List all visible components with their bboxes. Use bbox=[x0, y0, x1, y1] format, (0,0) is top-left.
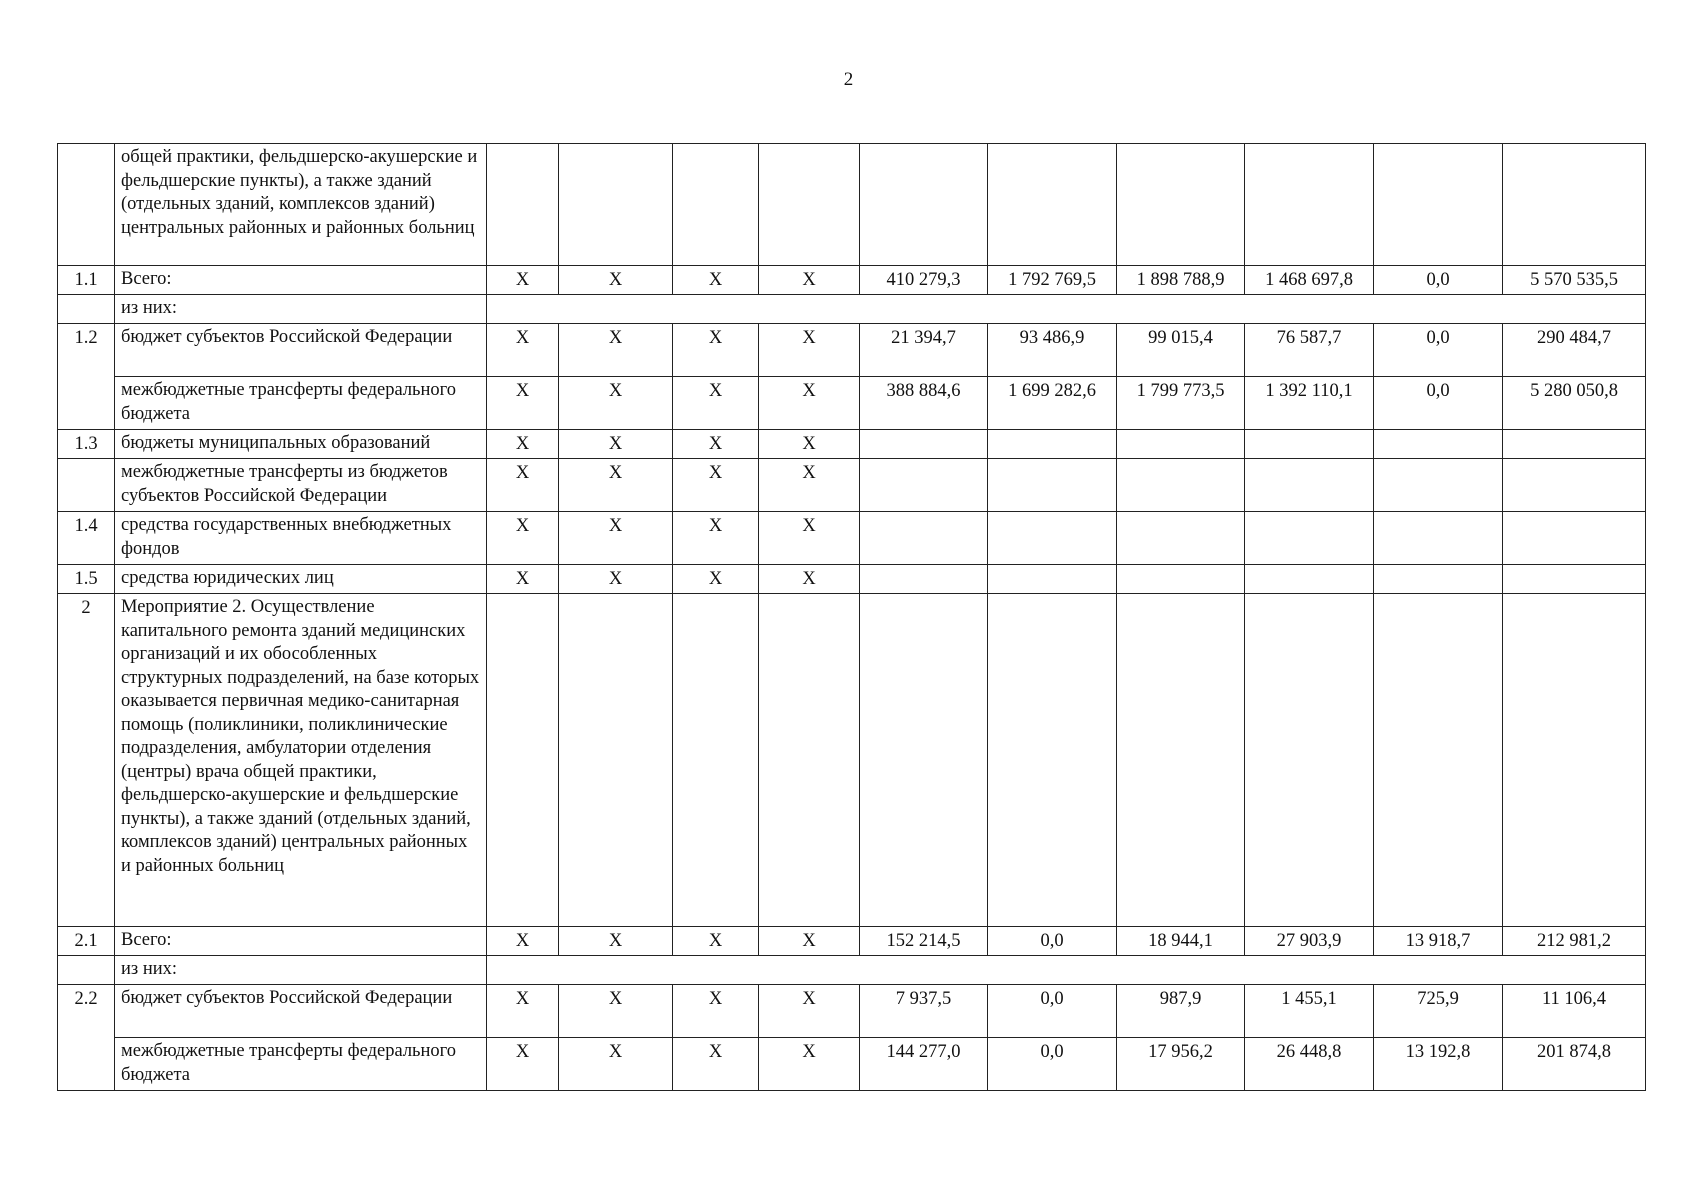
value-cell bbox=[1245, 144, 1374, 266]
row-number bbox=[58, 295, 115, 324]
table-row bbox=[58, 459, 1646, 512]
value-cell: 1 455,1 bbox=[1245, 985, 1374, 1038]
row-label: Мероприятие 2. Осуществление капитального ремонта зданий медицинских организаций и их обособленных структурных подразделений, на базе которых оказывается первичная медико-санитарная помощь (поликлиники, поликлинические подразделения, амбулатории отделения (центры) врача общей практики, фельдшерско-акушерские и фельдшерские пункты), а также зданий (отдельных зданий, комплексов зданий) центральных районных и районных больниц bbox=[115, 594, 487, 927]
value-cell: 0,0 bbox=[988, 927, 1117, 956]
x-cell: Х bbox=[559, 377, 673, 430]
value-cell bbox=[1503, 594, 1646, 927]
table-row bbox=[58, 956, 1646, 985]
x-cell: Х bbox=[673, 565, 759, 594]
x-cell bbox=[759, 594, 860, 927]
row-label: Всего: bbox=[115, 266, 487, 295]
value-cell: 0,0 bbox=[1374, 377, 1503, 430]
row-number bbox=[58, 144, 115, 266]
x-cell: Х bbox=[559, 324, 673, 377]
value-cell bbox=[988, 594, 1117, 927]
value-cell bbox=[988, 565, 1117, 594]
x-cell: Х bbox=[759, 512, 860, 565]
value-cell: 7 937,5 bbox=[860, 985, 988, 1038]
x-cell bbox=[487, 594, 559, 927]
row-number: 1.2 bbox=[58, 324, 115, 430]
x-cell: Х bbox=[559, 565, 673, 594]
table-row bbox=[58, 594, 1646, 927]
table-row bbox=[58, 324, 1646, 377]
value-cell bbox=[988, 144, 1117, 266]
row-number bbox=[58, 956, 115, 985]
x-cell: Х bbox=[487, 985, 559, 1038]
x-cell: Х bbox=[487, 565, 559, 594]
value-cell bbox=[1117, 144, 1245, 266]
row-label: средства юридических лиц bbox=[115, 565, 487, 594]
merged-empty-cell bbox=[487, 295, 1646, 324]
row-number: 1.5 bbox=[58, 565, 115, 594]
x-cell: Х bbox=[487, 430, 559, 459]
x-cell: Х bbox=[759, 985, 860, 1038]
value-cell bbox=[1245, 430, 1374, 459]
x-cell: Х bbox=[673, 1038, 759, 1091]
x-cell: Х bbox=[673, 459, 759, 512]
value-cell bbox=[1503, 512, 1646, 565]
value-cell bbox=[1245, 565, 1374, 594]
row-number: 1.1 bbox=[58, 266, 115, 295]
table-row bbox=[58, 266, 1646, 295]
value-cell: 0,0 bbox=[1374, 324, 1503, 377]
row-number: 2 bbox=[58, 594, 115, 927]
value-cell: 93 486,9 bbox=[988, 324, 1117, 377]
x-cell: Х bbox=[673, 266, 759, 295]
value-cell: 0,0 bbox=[988, 985, 1117, 1038]
value-cell bbox=[1117, 512, 1245, 565]
x-cell: Х bbox=[759, 377, 860, 430]
value-cell bbox=[1374, 594, 1503, 927]
table-row bbox=[58, 430, 1646, 459]
row-label: межбюджетные трансферты из бюджетов субъектов Российской Федерации bbox=[115, 459, 487, 512]
x-cell bbox=[759, 144, 860, 266]
funding-table bbox=[57, 143, 1646, 1091]
row-label: бюджет субъектов Российской Федерации bbox=[115, 324, 487, 377]
value-cell: 388 884,6 bbox=[860, 377, 988, 430]
value-cell bbox=[1374, 565, 1503, 594]
value-cell bbox=[860, 565, 988, 594]
x-cell: Х bbox=[559, 512, 673, 565]
row-label: общей практики, фельдшерско-акушерские и фельдшерские пункты), а также зданий (отдельных зданий, комплексов зданий) центральных районных и районных больниц bbox=[115, 144, 487, 266]
value-cell bbox=[988, 459, 1117, 512]
table-row bbox=[58, 927, 1646, 956]
value-cell bbox=[1117, 565, 1245, 594]
row-label: межбюджетные трансферты федерального бюджета bbox=[115, 377, 487, 430]
value-cell: 17 956,2 bbox=[1117, 1038, 1245, 1091]
table-row bbox=[58, 512, 1646, 565]
value-cell bbox=[1374, 459, 1503, 512]
value-cell: 1 468 697,8 bbox=[1245, 266, 1374, 295]
value-cell bbox=[860, 459, 988, 512]
value-cell: 144 277,0 bbox=[860, 1038, 988, 1091]
value-cell bbox=[1245, 459, 1374, 512]
value-cell: 212 981,2 bbox=[1503, 927, 1646, 956]
value-cell: 0,0 bbox=[1374, 266, 1503, 295]
row-number bbox=[58, 459, 115, 512]
value-cell: 18 944,1 bbox=[1117, 927, 1245, 956]
x-cell: Х bbox=[559, 985, 673, 1038]
table-row bbox=[58, 1038, 1646, 1091]
value-cell bbox=[860, 430, 988, 459]
x-cell: Х bbox=[673, 430, 759, 459]
x-cell: Х bbox=[673, 512, 759, 565]
value-cell: 410 279,3 bbox=[860, 266, 988, 295]
row-label: средства государственных внебюджетных фондов bbox=[115, 512, 487, 565]
value-cell: 1 699 282,6 bbox=[988, 377, 1117, 430]
x-cell: Х bbox=[487, 1038, 559, 1091]
value-cell: 21 394,7 bbox=[860, 324, 988, 377]
x-cell: Х bbox=[559, 266, 673, 295]
x-cell bbox=[673, 144, 759, 266]
value-cell: 201 874,8 bbox=[1503, 1038, 1646, 1091]
x-cell: Х bbox=[759, 324, 860, 377]
x-cell bbox=[559, 594, 673, 927]
value-cell bbox=[1503, 144, 1646, 266]
merged-empty-cell bbox=[487, 956, 1646, 985]
x-cell: Х bbox=[759, 927, 860, 956]
value-cell bbox=[988, 430, 1117, 459]
x-cell: Х bbox=[759, 266, 860, 295]
value-cell: 0,0 bbox=[988, 1038, 1117, 1091]
x-cell: Х bbox=[559, 1038, 673, 1091]
value-cell: 1 799 773,5 bbox=[1117, 377, 1245, 430]
value-cell bbox=[1117, 459, 1245, 512]
table-body bbox=[58, 144, 1646, 1091]
x-cell: Х bbox=[759, 565, 860, 594]
value-cell bbox=[1245, 512, 1374, 565]
value-cell: 987,9 bbox=[1117, 985, 1245, 1038]
x-cell: Х bbox=[559, 459, 673, 512]
x-cell: Х bbox=[759, 1038, 860, 1091]
x-cell: Х bbox=[487, 459, 559, 512]
value-cell bbox=[1374, 430, 1503, 459]
page-number: 2 bbox=[843, 69, 854, 90]
x-cell: Х bbox=[559, 430, 673, 459]
value-cell bbox=[1503, 430, 1646, 459]
value-cell: 725,9 bbox=[1374, 985, 1503, 1038]
x-cell: Х bbox=[487, 927, 559, 956]
x-cell: Х bbox=[673, 985, 759, 1038]
row-label: из них: bbox=[115, 956, 487, 985]
value-cell bbox=[1503, 565, 1646, 594]
x-cell: Х bbox=[673, 927, 759, 956]
value-cell: 290 484,7 bbox=[1503, 324, 1646, 377]
value-cell: 99 015,4 bbox=[1117, 324, 1245, 377]
value-cell bbox=[860, 512, 988, 565]
value-cell bbox=[1374, 512, 1503, 565]
x-cell: Х bbox=[559, 927, 673, 956]
x-cell: Х bbox=[673, 324, 759, 377]
table-row bbox=[58, 144, 1646, 266]
value-cell: 5 570 535,5 bbox=[1503, 266, 1646, 295]
row-number: 2.2 bbox=[58, 985, 115, 1091]
row-label: бюджеты муниципальных образований bbox=[115, 430, 487, 459]
row-number: 2.1 bbox=[58, 927, 115, 956]
value-cell bbox=[860, 144, 988, 266]
value-cell bbox=[988, 512, 1117, 565]
x-cell bbox=[673, 594, 759, 927]
value-cell bbox=[860, 594, 988, 927]
value-cell: 27 903,9 bbox=[1245, 927, 1374, 956]
value-cell: 5 280 050,8 bbox=[1503, 377, 1646, 430]
value-cell bbox=[1503, 459, 1646, 512]
value-cell bbox=[1117, 430, 1245, 459]
x-cell: Х bbox=[487, 512, 559, 565]
row-label: из них: bbox=[115, 295, 487, 324]
x-cell: Х bbox=[487, 324, 559, 377]
value-cell bbox=[1245, 594, 1374, 927]
table-row bbox=[58, 565, 1646, 594]
value-cell: 13 192,8 bbox=[1374, 1038, 1503, 1091]
value-cell: 13 918,7 bbox=[1374, 927, 1503, 956]
x-cell: Х bbox=[759, 430, 860, 459]
x-cell: Х bbox=[487, 266, 559, 295]
table-row bbox=[58, 295, 1646, 324]
value-cell: 152 214,5 bbox=[860, 927, 988, 956]
row-label: бюджет субъектов Российской Федерации bbox=[115, 985, 487, 1038]
x-cell bbox=[487, 144, 559, 266]
row-label: межбюджетные трансферты федерального бюджета bbox=[115, 1038, 487, 1091]
value-cell: 1 898 788,9 bbox=[1117, 266, 1245, 295]
value-cell: 76 587,7 bbox=[1245, 324, 1374, 377]
row-number: 1.4 bbox=[58, 512, 115, 565]
table-row bbox=[58, 377, 1646, 430]
table-row bbox=[58, 985, 1646, 1038]
value-cell bbox=[1117, 594, 1245, 927]
value-cell bbox=[1374, 144, 1503, 266]
value-cell: 26 448,8 bbox=[1245, 1038, 1374, 1091]
row-label: Всего: bbox=[115, 927, 487, 956]
x-cell: Х bbox=[759, 459, 860, 512]
row-number: 1.3 bbox=[58, 430, 115, 459]
value-cell: 1 392 110,1 bbox=[1245, 377, 1374, 430]
x-cell: Х bbox=[673, 377, 759, 430]
value-cell: 1 792 769,5 bbox=[988, 266, 1117, 295]
x-cell: Х bbox=[487, 377, 559, 430]
value-cell: 11 106,4 bbox=[1503, 985, 1646, 1038]
x-cell bbox=[559, 144, 673, 266]
